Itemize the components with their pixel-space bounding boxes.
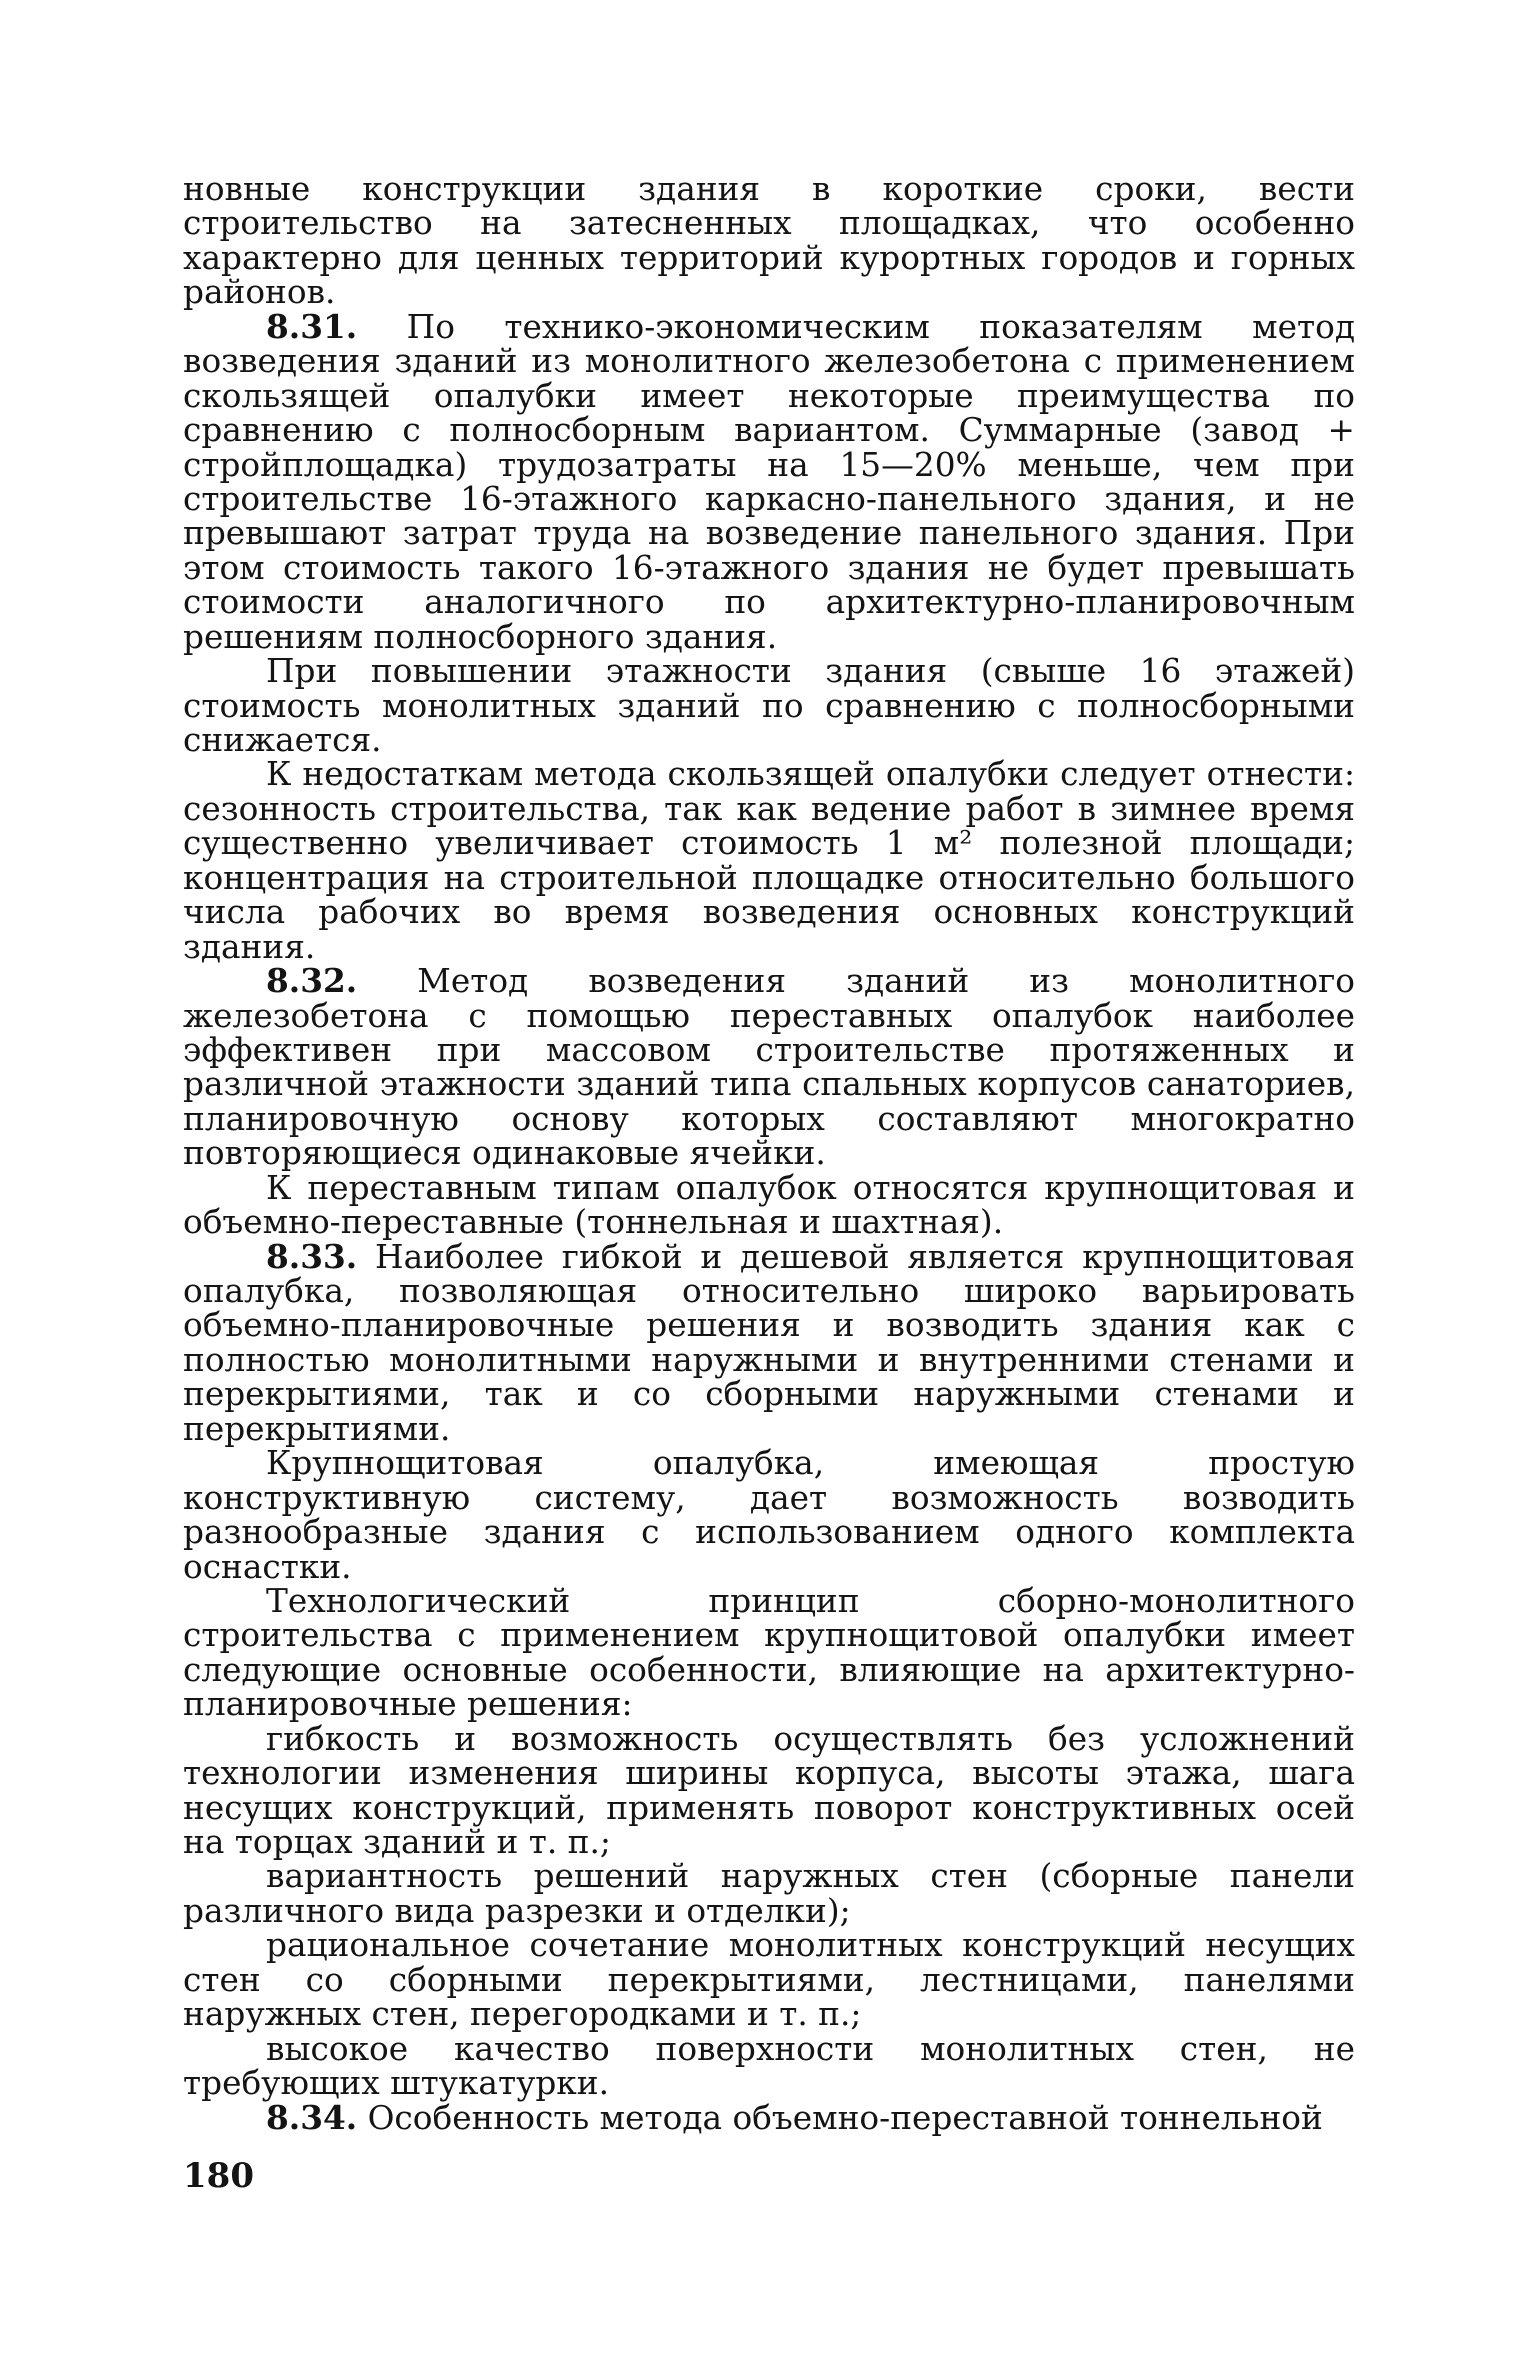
- paragraph-text: Крупнощитовая опалубка, имеющая простую конструктивную систему, дает возможность возводить разнообразные здания с использованием одного комплекта оснастки.: [183, 1444, 1355, 1586]
- paragraph-text: Метод возведения зданий из монолитного железобетона с помощью переставных опалубок наиболее эффективен при массовом строительстве протяженных и различной этажности зданий типа спальных корпусов санаториев, планировочную основу которых составляют многократно повторяющиеся одинаковые ячейки.: [183, 962, 1355, 1173]
- paragraph: [183, 1446, 1355, 1584]
- list-item: [183, 1926, 1355, 2034]
- paragraph-text: вариантность решений наружных стен (сборные панели различного вида разрезки и отделки);: [183, 1857, 1355, 1930]
- paragraph-8-32: [183, 961, 1355, 1173]
- paragraph-continuation: [183, 172, 1355, 310]
- paragraph-text: Наиболее гибкой и дешевой является крупнощитовая опалубка, позволяющая относительно широко варьировать объемно-планировочные решения и возводить здания как с полностью монолитными наружными и внутренними стенами и перекрытиями, так и со сборными наружными стенами и перекрытиями.: [183, 1237, 1355, 1448]
- paragraph-8-34: [183, 2097, 1355, 2137]
- paragraph-text: новные конструкции здания в короткие сроки, вести строительство на затесненных площадках, что особенно характерно для ценных территорий курортных городов и горных районов.: [183, 170, 1355, 312]
- list-item: [183, 2029, 1355, 2103]
- paragraph-text: Особенность метода объемно-переставной тоннельной: [357, 2098, 1323, 2137]
- paragraph-text: По технико-экономическим показателям метод возведения зданий из монолитного железобетона с применением скользящей опалубки имеет некоторые преимущества по сравнению с полносборным вариантом. Суммарные (завод + стройплощадка) трудозатраты на 15—20% меньше, чем при строительстве 16-этажного каркасно-панельного здания, и не превышают затрат труда на возведение панельного здания. При этом стоимость такого 16-этажного здания не будет превышать стоимости аналогичного по архитектурно-планировочным решениям полносборного здания.: [183, 307, 1355, 656]
- paragraph: [183, 654, 1355, 757]
- paragraph-text: К переставным типам опалубок относятся крупнощитовая и объемно-переставные (тоннельная и шахтная).: [183, 1168, 1355, 1242]
- paragraph: [183, 1168, 1355, 1242]
- paragraph-8-31: [183, 306, 1355, 656]
- section-number: 8.31.: [266, 306, 358, 346]
- list-item: [183, 1719, 1355, 1861]
- paragraph-text: рациональное сочетание монолитных конструкций несущих стен со сборными перекрытиями, лестницами, панелями наружных стен, перегородками и т. п.;: [183, 1926, 1355, 2034]
- section-number: 8.33.: [266, 1236, 358, 1276]
- paragraph-text: К недостаткам метода скользящей опалубки следует отнести: сезонность строительства, так как ведение работ в зимнее время существенно увеличивает стоимость 1 м² полезной площади; концентрация на строительной площадке относительно большого числа рабочих во время возведения основных конструкций здания.: [183, 755, 1355, 966]
- page-number: 180: [183, 2156, 254, 2196]
- paragraph: [183, 757, 1355, 964]
- paragraph-text: высокое качество поверхности монолитных стен, не требующих штукатурки.: [183, 2029, 1355, 2103]
- paragraph-8-33: [183, 1236, 1355, 1448]
- section-number: 8.34.: [266, 2097, 358, 2137]
- paragraph: [183, 1581, 1355, 1724]
- paragraph-text: гибкость и возможность осуществлять без усложнений технологии изменения ширины корпуса, высоты этажа, шага несущих конструкций, применять поворот конструктивных осей на торцах зданий и т. п.;: [183, 1719, 1355, 1861]
- paragraph-text: Технологический принцип сборно-монолитного строительства с применением крупнощитовой опалубки имеет следующие основные особенности, влияющие на архитектурно-планировочные решения:: [183, 1581, 1355, 1724]
- section-number: 8.32.: [266, 961, 358, 1001]
- page-body: [183, 172, 1355, 2135]
- paragraph-text: При повышении этажности здания (свыше 16 этажей) стоимость монолитных зданий по сравнению с полносборными снижается.: [183, 652, 1355, 759]
- list-item: [183, 1859, 1355, 1928]
